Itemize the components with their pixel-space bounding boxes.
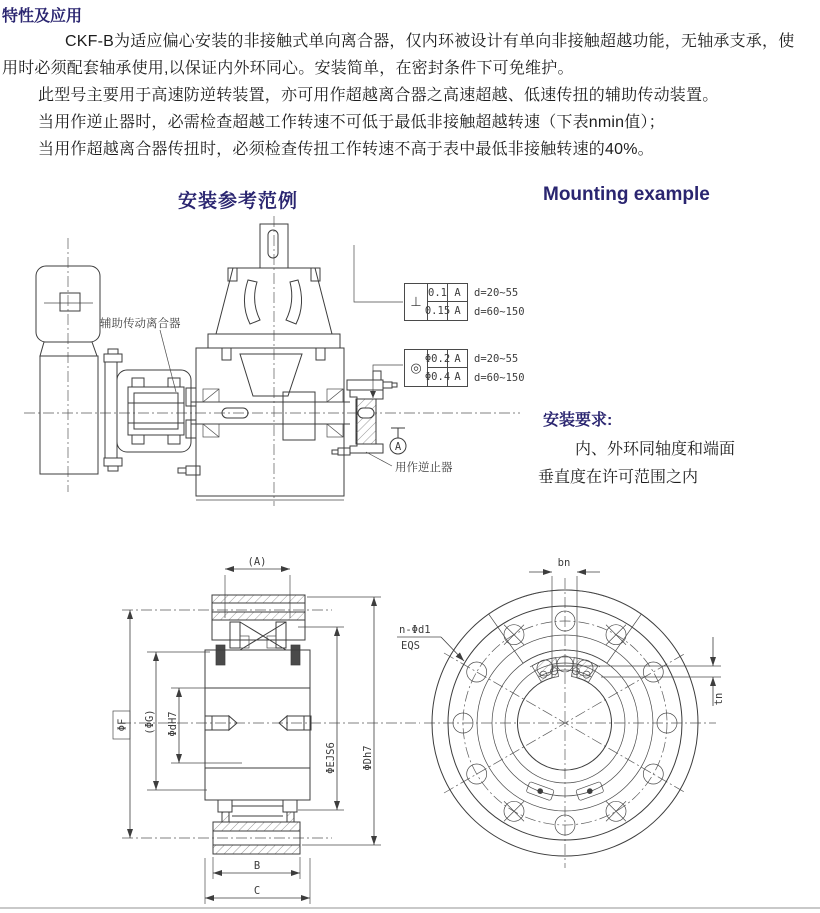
tol-value: 0.15 <box>428 302 448 320</box>
body-line: 当用作逆止器时，必需检查超越工作转速不可低于最低非接触超越转速（下表nmin值）； <box>38 114 665 131</box>
tol-datum: A <box>454 305 461 317</box>
dim-F: ΦF <box>116 718 129 732</box>
page-bottom-rule <box>0 907 820 909</box>
tol-value: 0.1 <box>428 284 448 302</box>
dim-B: B <box>253 860 261 872</box>
body-line: 此型号主要用于高速防逆转装置，亦可用作超越离合器之高速超越、低速传扭的辅助传动装置。 <box>38 87 719 104</box>
requirements-line: 垂直度在许可范围之内 <box>538 469 699 486</box>
dim-bn: bn <box>557 557 571 569</box>
mounting-example-drawing <box>24 216 520 506</box>
tol-value: Φ0.4 <box>428 368 448 386</box>
dim-tn: tn <box>713 692 725 706</box>
page-title: 特性及应用 <box>2 8 83 25</box>
backstop-leader <box>366 452 392 466</box>
body-line: 当用作超越离合器传扭时，必须检查传扭工作转速不高于表中最低非接触转速的40%。 <box>38 141 654 158</box>
heading-mounting-cn: 安装参考范例 <box>178 191 299 212</box>
tol-datum: A <box>448 284 467 302</box>
aux-transmission-clutch <box>104 349 198 471</box>
tol-datum: A <box>454 371 461 383</box>
dim-EJS6: ΦEJS6 <box>325 742 337 774</box>
body-line: 用时必须配套轴承使用,以保证内外环同心。安装简单，在密封条件下可免维护。 <box>2 60 574 77</box>
gearbox <box>178 224 350 500</box>
tol-range: d=20~55 <box>474 352 519 365</box>
sprag-cage <box>216 622 300 665</box>
concentricity-icon: ◎ <box>405 350 428 386</box>
requirements-line: 内、外环同轴度和端面 <box>575 441 736 458</box>
bore-keyway <box>517 666 611 770</box>
tol-range: d=20~55 <box>474 286 519 299</box>
datum-label: A <box>394 441 402 453</box>
cross-section-view <box>113 556 420 904</box>
leader-arrow <box>370 391 376 398</box>
front-view <box>397 557 725 868</box>
dim-Dh7: ΦDh7 <box>362 745 374 771</box>
dim-dH7: ΦdH7 <box>167 711 179 737</box>
dim-C: C <box>253 885 261 897</box>
tol-range: d=60~150 <box>474 305 525 318</box>
requirements-title: 安装要求: <box>543 412 613 429</box>
tol-range: d=60~150 <box>474 371 525 384</box>
heading-mounting-en: Mounting example <box>543 184 710 205</box>
tol-value: Φ0.2 <box>428 350 448 368</box>
inner-ring-section-lower <box>205 768 310 800</box>
inner-ring-body <box>205 688 311 768</box>
perpendicularity-leader <box>354 245 403 302</box>
datum-symbol <box>390 428 406 454</box>
backstop-label: 用作逆止器 <box>395 462 453 474</box>
tol-datum: A <box>448 350 467 368</box>
holes-count-label: n-Φd1 <box>399 624 431 636</box>
dim-G: (ΦG) <box>144 709 156 735</box>
aux-clutch-label: 辅助传动离合器 <box>100 318 181 330</box>
dim-A: (A) <box>247 556 267 568</box>
holes-eqs-label: EQS <box>401 640 420 652</box>
perpendicularity-icon: ⊥ <box>405 284 428 320</box>
body-line: CKF-B为适应偏心安装的非接触式单向离合器，仅内环被设计有单向非接触超越功能，无轴承支承，使 <box>65 33 795 50</box>
lower-seal-detail <box>218 800 297 822</box>
